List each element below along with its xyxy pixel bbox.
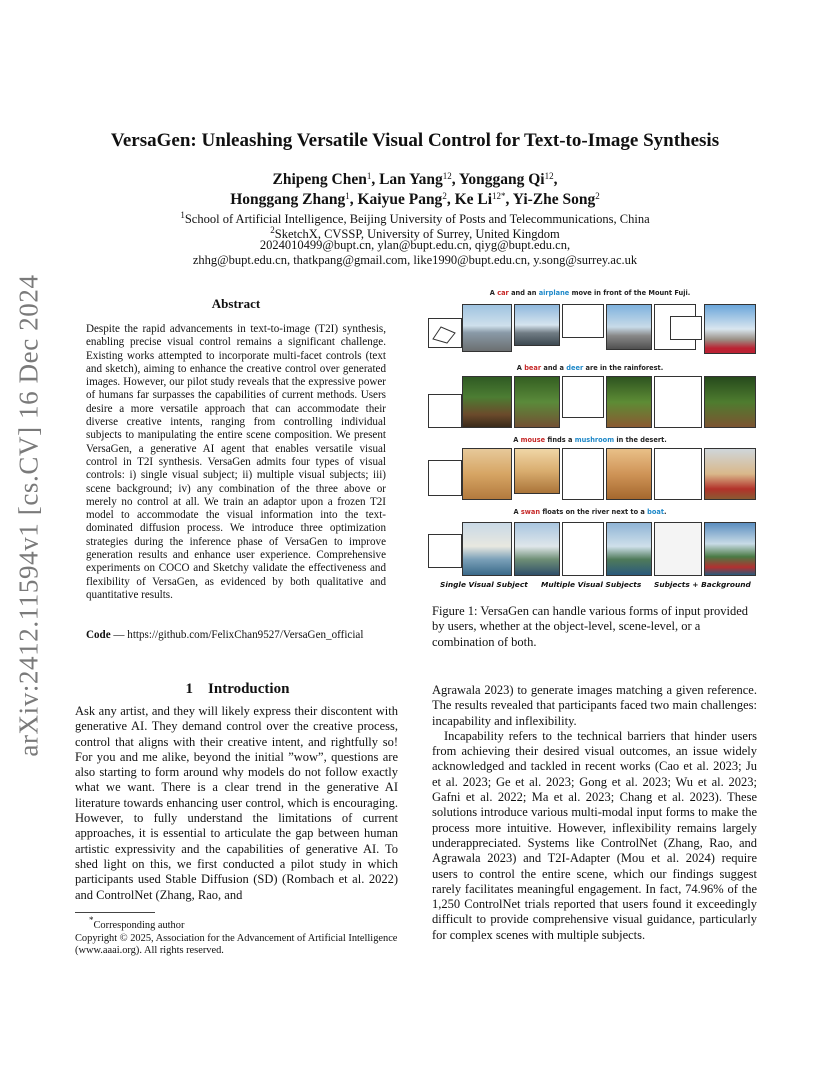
label-subjects-background: Subjects + Background (654, 580, 751, 589)
sketch-input (654, 522, 702, 576)
author-name: Lan Yang (379, 171, 443, 188)
author-line-1: Zhipeng Chen$^1$, Lan Yang$^{12}$, Yonggang Qi$^{12}$, (272, 171, 558, 188)
generated-image (462, 376, 512, 428)
figure-1 (420, 288, 760, 596)
paragraph: Incapability refers to the technical barriers that hinder users from achieving their desired visual outcomes, an issue widely acknowledged and tackled in recent works (Cao et al. 2023; Ju et al. 2023; Ge et al. 2023; Gong et al. 2023; Wu et al. 2023; Gafni et al. 2022; Ma et al. 2023; Chang et al. 2023). These solutions introduce various multi-modal input forms to make the process more intuitive. However, inflexibility remains largely underappreciated. Systems like ControlNet (Zhang, Rao, and Agrawala 2023) and T2I-Adapter (Mou et al. 2024) require users to control the entire scene, which our findings suggest rarely facilitates meaningful engagement. In fact, 74.96% of the 1,250 ControlNet trials reported that users found it exceedingly difficult to provide comprehensive visual guidance, particularly for complex scenes with multiple subjects. (432, 728, 757, 942)
generated-image (606, 376, 652, 428)
abstract-body: Despite the rapid advancements in text-to-image (T2I) synthesis, enabling precise visual control remains a significant challenge. Existing works attempted to incorporate multi-facet controls (text and sketch), aiming to enhance the creative control over generated images. However, our pilot study reveals that the expressive power of humans far surpasses the capabilities of current methods. Users desire a more versatile approach that can accommodate their diverse creative intents, ranging from controlling individual subjects to manipulating the entire scene composition. We present VersaGen, a generative AI agent that enables versatile visual control in T2I synthesis. VersaGen admits four types of visual controls: i) single visual subject; ii) multiple visual subjects; iii) scene background; iv) any combination of the three above or merely no control at all. We train an adaptor upon a frozen T2I model to accommodate the visual information into the text-dominated diffusion process. We introduce three optimization strategies during the inference phase of VersaGen to improve generation results and enhance user experience. Comprehensive experiments on COCO and Sketchy validate the effectiveness and flexibility of VersaGen, as evidenced by both qualitative and quantitative results. (86, 323, 386, 601)
paragraph: Agrawala 2023) to generate images matching a given reference. The results revealed that participants faced two main challenges: incapability and inflexibility. (432, 683, 757, 728)
sketch-input (428, 394, 462, 428)
affiliation-2: $^2$SketchX, CVSSP, University of Surrey, United Kingdom (270, 225, 560, 241)
author-line-2: Honggang Zhang$^1$, Kaiyue Pang$^2$, Ke $Li^{12*}$, Yi-Zhe Song$^2$ (230, 191, 600, 208)
figure-row-caption: A mouse finds a mushroom in the desert. (513, 436, 667, 444)
sketch-input (562, 304, 604, 338)
label-multiple-visual-subjects: Multiple Visual Subjects (541, 580, 642, 589)
generated-image (704, 304, 756, 354)
code-url[interactable]: https://github.com/FelixChan9527/VersaGen_official (127, 629, 364, 641)
generated-image (462, 522, 512, 576)
sketch-input (654, 376, 702, 428)
author-name: Honggang Zhang (230, 191, 346, 208)
sketch-input (654, 448, 702, 500)
generated-image (462, 304, 512, 352)
code-link-line: Code — https://github.com/FelixChan9527/VersaGen_official (86, 629, 364, 641)
emails-line-2: zhhg@bupt.edu.cn, thatkpang@gmail.com, like1990@bupt.edu.cn, y.song@surrey.ac.uk (192, 253, 638, 267)
sketch-input (562, 522, 604, 576)
generated-image (462, 448, 512, 500)
generated-image (606, 448, 652, 500)
generated-image (606, 304, 652, 350)
section-heading-introduction: 1 Introduction (185, 681, 290, 697)
generated-image (704, 448, 756, 500)
intro-right-column (432, 683, 757, 943)
sketch-input (562, 376, 604, 418)
intro-left-column: Ask any artist, and they will likely express their discontent with generative AI. They demand control over the creative process, control that aligns with their creative intent, and rightfully so! For you and me alike, beyond the initial ”wow”, questions are also starting to form around why models do not follow exactly what we want. There is a clear trend in the generative AI literature towards enhancing user control, which is encouraging. However, to fully understand the limitations of current approaches, it is essential to articulate the gap between human artistic expressivity and the capabilities of generative AI. To shed light on this, we first conducted a pilot study in which participants used Stable Diffusion (SD) (Rombach et al. 2022) and ControlNet (Zhang, Rao, and (75, 704, 398, 902)
generated-image (514, 448, 560, 494)
paper-title: VersaGen: Unleashing Versatile Visual Control for Text-to-Image Synthesis (110, 130, 720, 151)
author-name: Yi-Zhe Song (512, 191, 596, 208)
abstract-heading: Abstract (211, 296, 261, 311)
emails-line-1: 2024010499@bupt.cn, ylan@bupt.edu.cn, qiyg@bupt.edu.cn, (259, 238, 571, 252)
figure-1-caption: Figure 1: VersaGen can handle various forms of input provided by users, whether at the object-level, scene-level, or a combination of both. (432, 604, 749, 649)
author-name: Zhipeng Chen (272, 171, 367, 188)
sketch-input (670, 316, 702, 340)
label-single-visual-subject: Single Visual Subject (440, 580, 528, 589)
figure-row-caption: A swan floats on the river next to a boat. (513, 508, 667, 516)
generated-image (514, 376, 560, 428)
sketch-input (428, 318, 462, 348)
footnotes: *Corresponding author Copyright © 2025, Association for the Advancement of Artificial Intelligence (www.aaai.org). All rights reserved. (75, 915, 398, 957)
sketch-input (428, 534, 462, 568)
author-name: Ke Li (454, 191, 493, 208)
generated-image (704, 376, 756, 428)
generated-image (514, 522, 560, 576)
figure-row-caption: A car and an airplane move in front of the Mount Fuji. (489, 289, 691, 297)
sketch-input (562, 448, 604, 500)
sketch-input (428, 460, 462, 496)
author-name: Kaiyue Pang (357, 191, 443, 208)
affiliation-1: $^1$School of Artificial Intelligence, Beijing University of Posts and Telecommunications, China (180, 210, 650, 226)
generated-image (704, 522, 756, 576)
arxiv-identifier: arXiv:2412.11594v1 [cs.CV] 16 Dec 2024 (13, 274, 44, 757)
figure-row-caption: A bear and a deer are in the rainforest. (516, 364, 664, 372)
generated-image (514, 304, 560, 346)
author-name: Yonggang Qi (458, 171, 545, 188)
generated-image (606, 522, 652, 576)
footnote-divider (75, 912, 155, 913)
code-label: Code (86, 629, 111, 641)
